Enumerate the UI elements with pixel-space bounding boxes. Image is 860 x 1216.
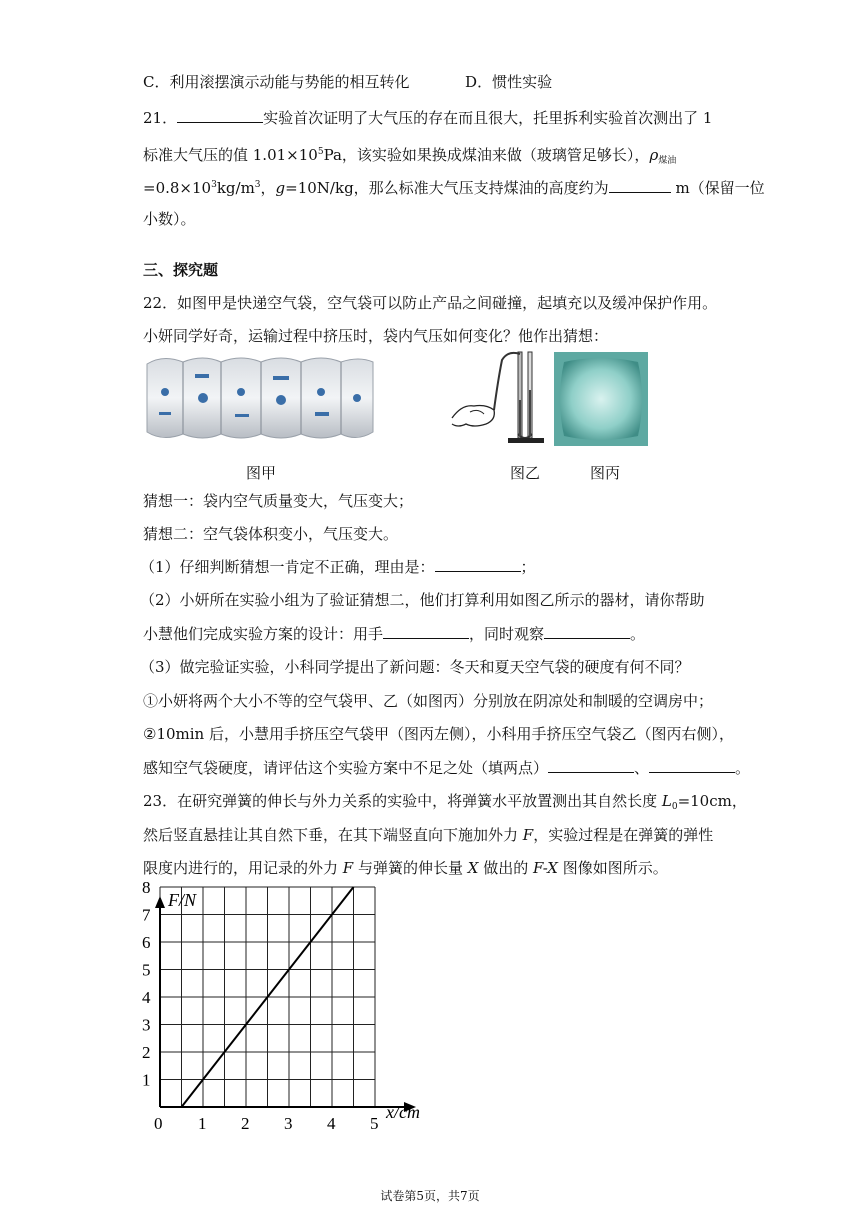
y-tick-label: 7 [142, 905, 151, 925]
q22-sub3: （3）做完验证实验，小科同学提出了新问题：冬天和夏天空气袋的硬度有何不同？ [140, 658, 690, 676]
answer-blank[interactable] [544, 624, 630, 639]
q21-line1: 21． 实验首次证明了大气压的存在而且很大，托里拆利实验首次测出了 1 [143, 109, 713, 127]
q21-line2: 标准大气压的值 $1.01\times 10^5Pa$，该实验如果换成煤油来做（玻璃管足够长），$\rho_{煤油}$ [143, 146, 677, 166]
y-tick-label: 8 [142, 878, 151, 897]
air-bag-photo [145, 352, 375, 444]
q23-line1: 23．在研究弹簧的伸长与外力关系的实验中，将弹簧水平放置测出其自然长度 $L_0=10cm$， [143, 792, 747, 812]
q22-sub2-line1: （2）小妍所在实验小组为了验证猜想二，他们打算利用如图乙所示的器材，请你帮助 [140, 591, 705, 609]
y-tick-label: 5 [142, 960, 151, 980]
x-tick-label: 5 [370, 1114, 379, 1133]
answer-blank[interactable] [649, 758, 735, 773]
x-tick-label: 4 [327, 1114, 336, 1133]
y-axis-arrow [155, 896, 165, 908]
answer-blank[interactable] [383, 624, 469, 639]
y-tick-label: 1 [142, 1070, 151, 1090]
x-axis-label: x/cm [386, 1102, 420, 1122]
green-bag-photo [554, 352, 648, 446]
q22-line1: 22．如图甲是快递空气袋，空气袋可以防止产品之间碰撞，起填充以及缓冲保护作用。 [143, 294, 718, 312]
x-tick-label: 3 [284, 1114, 293, 1133]
answer-blank[interactable] [435, 557, 521, 572]
q23-line3: 限度内进行的，用记录的外力 F 与弹簧的伸长量 X 做出的 F-X 图像如图所示。 [143, 859, 668, 877]
guess-2: 猜想二：空气袋体积变小，气压变大。 [143, 525, 399, 543]
guess-1: 猜想一：袋内空气质量变大，气压变大； [143, 492, 414, 510]
q22-sub2-line2: 小慧他们完成实验方案的设计：用手 ，同时观察 。 [143, 625, 646, 643]
option-d: D．惯性实验 [465, 73, 553, 91]
section-heading: 三、探究题 [143, 261, 219, 279]
y-tick-label: 2 [142, 1043, 151, 1062]
fx-graph [140, 878, 440, 1140]
answer-blank[interactable] [609, 178, 671, 193]
option-c: C．利用滚摆演示动能与势能的相互转化 [143, 73, 410, 91]
q22-sub1: （1）仔细判断猜想一肯定不正确，理由是： ； [140, 558, 536, 576]
q23-line2: 然后竖直悬挂让其自然下垂，在其下端竖直向下施加外力 F，实验过程是在弹簧的弹性 [143, 826, 714, 844]
y-tick-label: 3 [142, 1015, 151, 1035]
x-tick-label: 1 [198, 1114, 207, 1133]
page-footer: 试卷第5页，共7页 [380, 1189, 480, 1203]
q20-options [143, 72, 552, 92]
q22-step2: ②10min 后，小慧用手挤压空气袋甲（图丙左侧），小科用手挤压空气袋乙（图丙右侧）， [143, 725, 734, 743]
figure-b-label: 图乙 [510, 464, 541, 482]
q22-step3: 感知空气袋硬度，请评估这个实验方案中不足之处（填两点） 、 。 [143, 759, 751, 777]
q21-line3: $=0.8\times 10^3kg/m^3$，g=10N/kg，那么标准大气压支持煤油的高度约为 m（保留一位 [143, 179, 765, 197]
y-tick-label: 6 [142, 933, 151, 952]
answer-blank[interactable] [177, 108, 263, 123]
answer-blank[interactable] [548, 758, 634, 773]
q22-step1: ①小妍将两个大小不等的空气袋甲、乙（如图丙）分别放在阴凉处和制暖的空调房中； [143, 692, 714, 710]
x-tick-label: 2 [241, 1114, 250, 1133]
q22-line2: 小妍同学好奇，运输过程中挤压时，袋内气压如何变化？他作出猜想： [143, 327, 609, 345]
x-tick-label: 0 [154, 1114, 163, 1133]
q21-line4: 小数）。 [143, 210, 196, 228]
manometer-figure [448, 350, 548, 446]
figure-c-label: 图丙 [590, 464, 621, 482]
figure-a-label: 图甲 [246, 464, 277, 482]
y-tick-label: 4 [142, 988, 151, 1007]
y-axis-label: F/N [168, 890, 197, 910]
